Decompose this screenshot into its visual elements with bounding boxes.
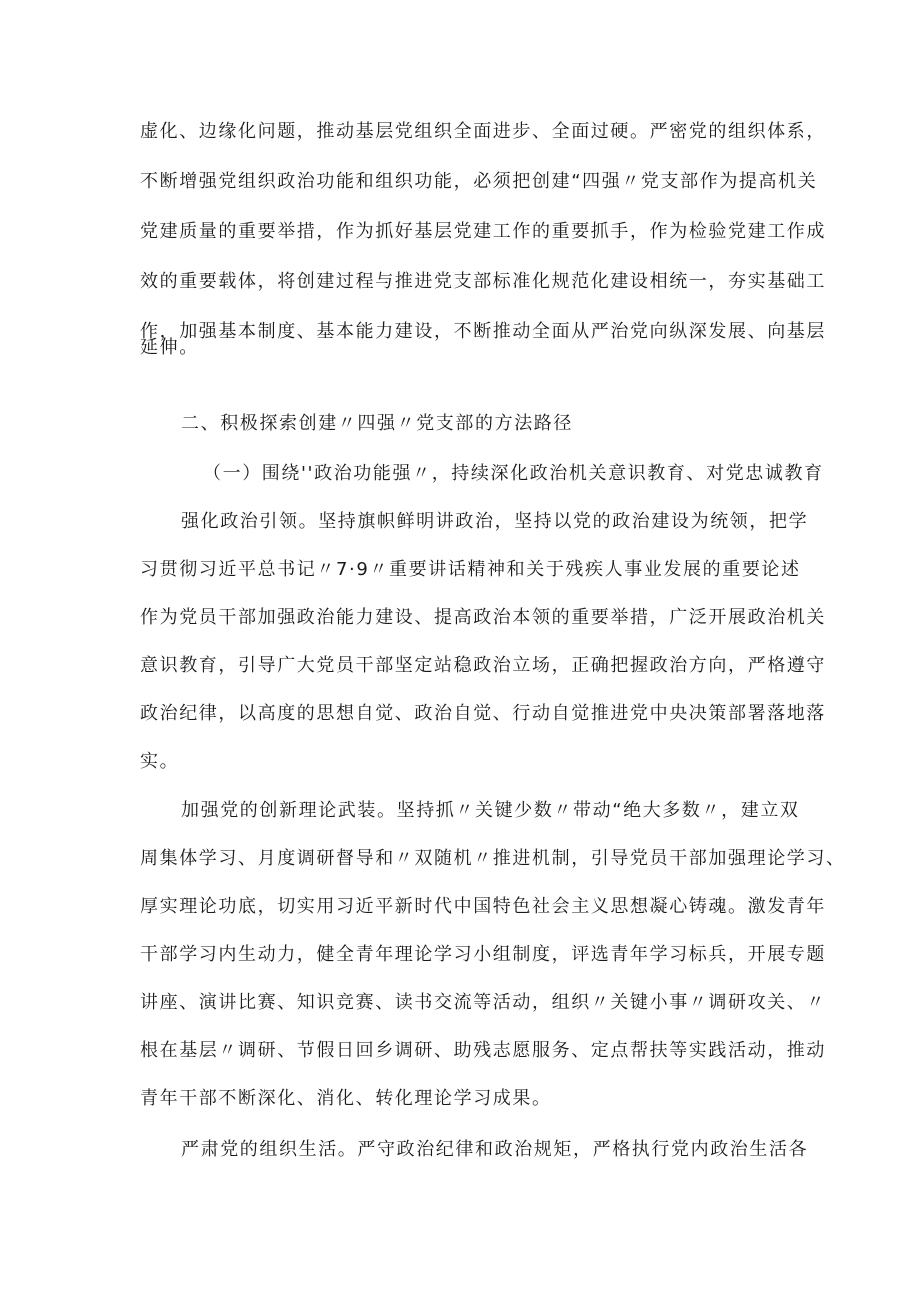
paragraph-line: 讲座、演讲比赛、知识竞赛、读书交流等活动，组织〃关键小事〃调研攻关、〃: [140, 992, 826, 1013]
paragraph-line: 不断增强党组织政治功能和组织功能，必须把创建“四强〃党支部作为提高机关: [140, 171, 818, 192]
paragraph-line: 强化政治引领。坚持旗帜鲜明讲政治，坚持以党的政治建设为统领，把学: [181, 511, 809, 532]
paragraph-line: 虚化、边缘化问题，推动基层党组织全面进步、全面过硬。严密党的组织体系，: [140, 121, 826, 142]
paragraph-line: 周集体学习、月度调研督导和〃双随机〃推进机制，引导党员干部加强理论学习、: [140, 848, 846, 869]
paragraph-line: 厚实理论功底，切实用习近平新时代中国特色社会主义思想凝心铸魂。激发青年: [140, 896, 826, 917]
paragraph-line: 习贯彻习近平总书记〃7·9〃重要讲话精神和关于残疾人事业发展的重要论述: [140, 559, 801, 580]
paragraph-line: 作，加强基本制度、基本能力建设，不断推动全面从严治党向纵深发展、向基层: [140, 321, 826, 342]
paragraph-line: 效的重要载体，将创建过程与推进党支部标准化规范化建设相统一，夯实基础工: [140, 271, 826, 292]
paragraph-line: 青年干部不断深化、消化、转化理论学习成果。: [140, 1088, 552, 1109]
paragraph-line: 加强党的创新理论武装。坚持抓〃关键少数〃带动“绝大多数〃，建立双: [181, 800, 800, 821]
paragraph-line: 实。: [140, 751, 180, 772]
paragraph-line: 党建质量的重要举措，作为抓好基层党建工作的重要抓手，作为检验党建工作成: [140, 221, 826, 242]
paragraph-line: 严肃党的组织生活。严守政治纪律和政治规矩，严格执行党内政治生活各: [181, 1139, 809, 1160]
paragraph-line: 干部学习内生动力，健全青年理论学习小组制度，评选青年学习标兵，开展专题: [140, 944, 826, 965]
paragraph-line: 根在基层〃调研、节假日回乡调研、助残志愿服务、定点帮扶等实践活动，推动: [140, 1040, 826, 1061]
paragraph-line: 作为党员干部加强政治能力建设、提高政治本领的重要举措，广泛开展政治机关: [140, 607, 826, 628]
paragraph-line: 政治纪律，以高度的思想自觉、政治自觉、行动自觉推进党中央决策部署落地落: [140, 703, 826, 724]
paragraph-line: 意识教育，引导广大党员干部坚定站稳政治立场，正确把握政治方向，严格遵守: [140, 655, 826, 676]
subsection-heading: （一）围绕''政治功能强〃，持续深化政治机关意识教育、对党忠诚教育: [203, 463, 824, 484]
section-heading: 二、积极探索创建〃四强〃党支部的方法路径: [181, 413, 573, 434]
paragraph-line: 延伸。: [140, 337, 199, 358]
